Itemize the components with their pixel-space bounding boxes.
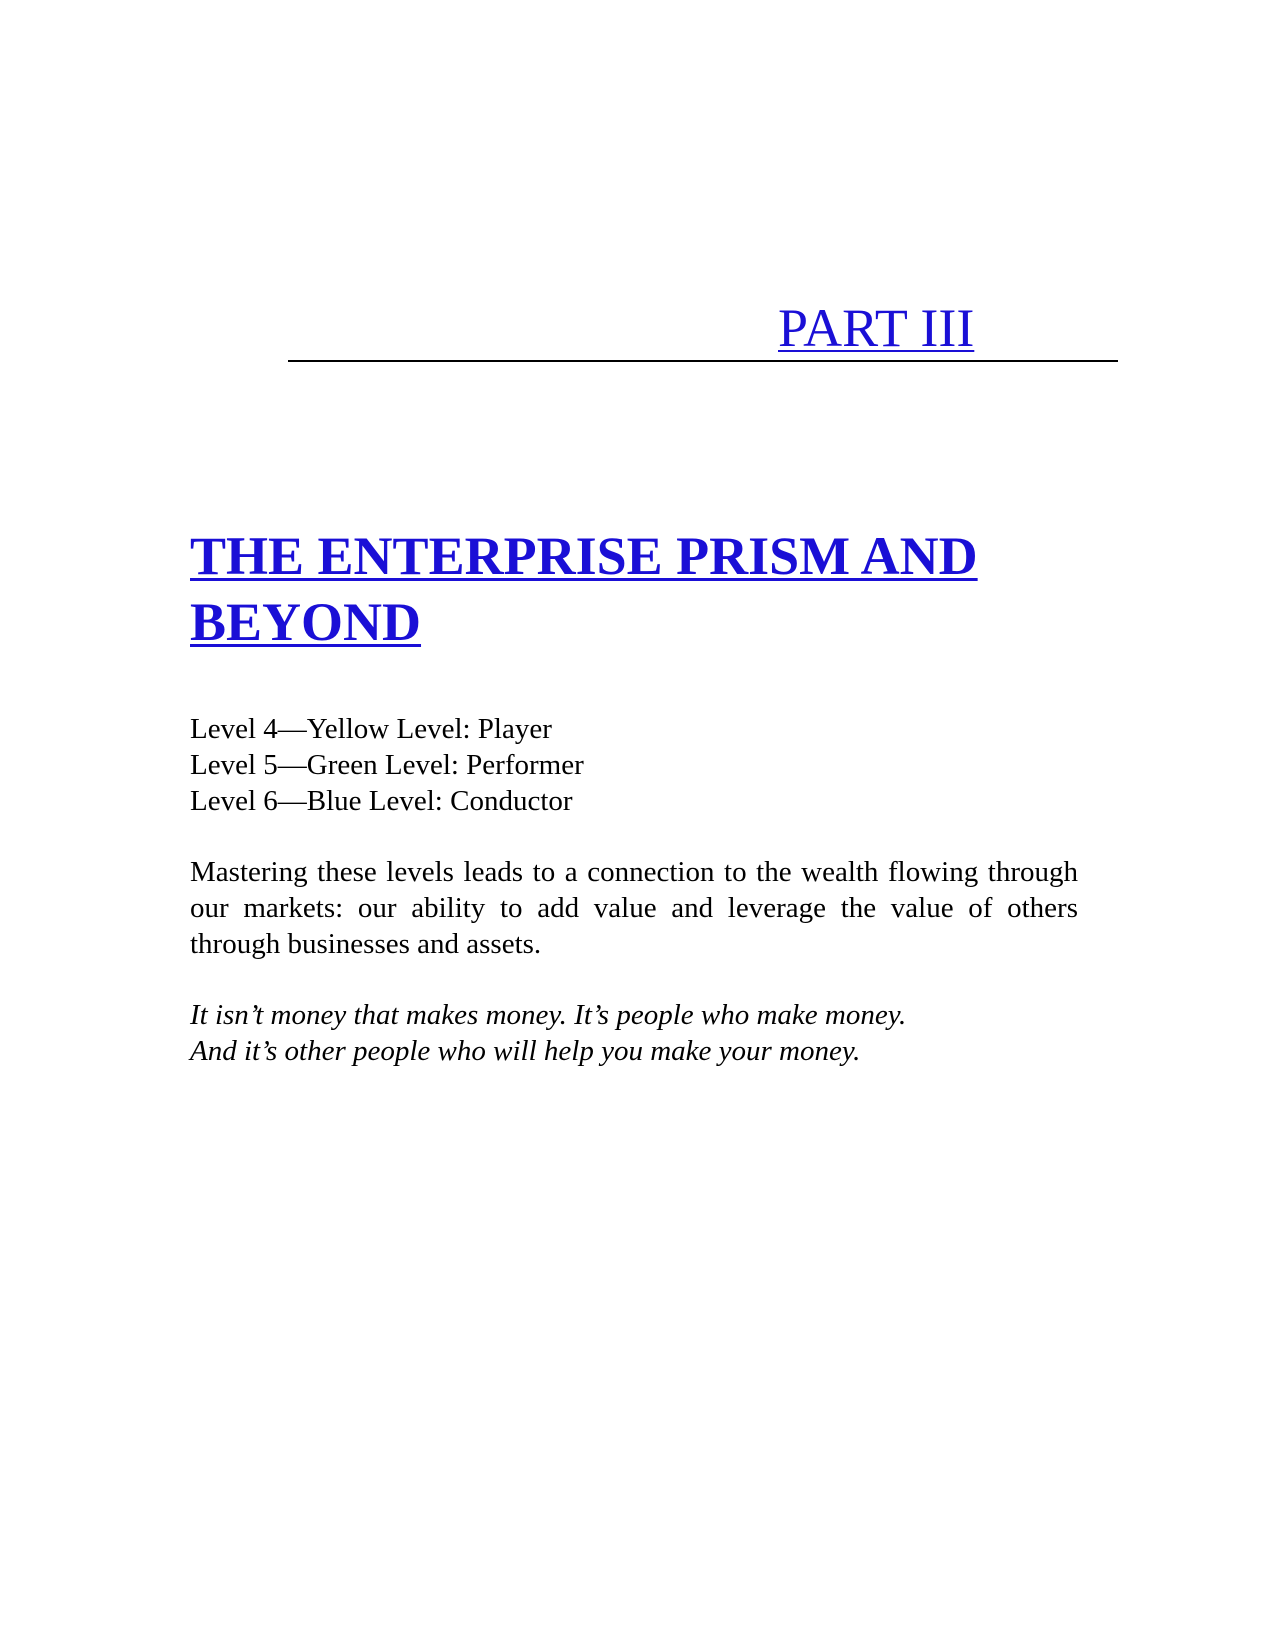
part-label-link[interactable]: PART III [778, 298, 975, 358]
quote-line-1: It isn’t money that makes money. It’s people who make money. [190, 999, 907, 1031]
epigraph-quote [190, 997, 906, 1069]
level-item-5: Level 5—Green Level: Performer [190, 749, 584, 781]
body-paragraph: Mastering these levels leads to a connection to the wealth flowing through our markets: our ability to add value and leverage the value of others through businesses and assets. [190, 856, 1078, 960]
level-item-4: Level 4—Yellow Level: Player [190, 713, 552, 745]
chapter-title-link[interactable]: THE ENTERPRISE PRISM AND BEYOND [190, 526, 978, 652]
quote-line-2: And it’s other people who will help you make your money. [190, 1035, 861, 1067]
levels-list [190, 711, 584, 819]
level-item-6: Level 6—Blue Level: Conductor [190, 785, 573, 817]
part-divider [288, 360, 1118, 362]
